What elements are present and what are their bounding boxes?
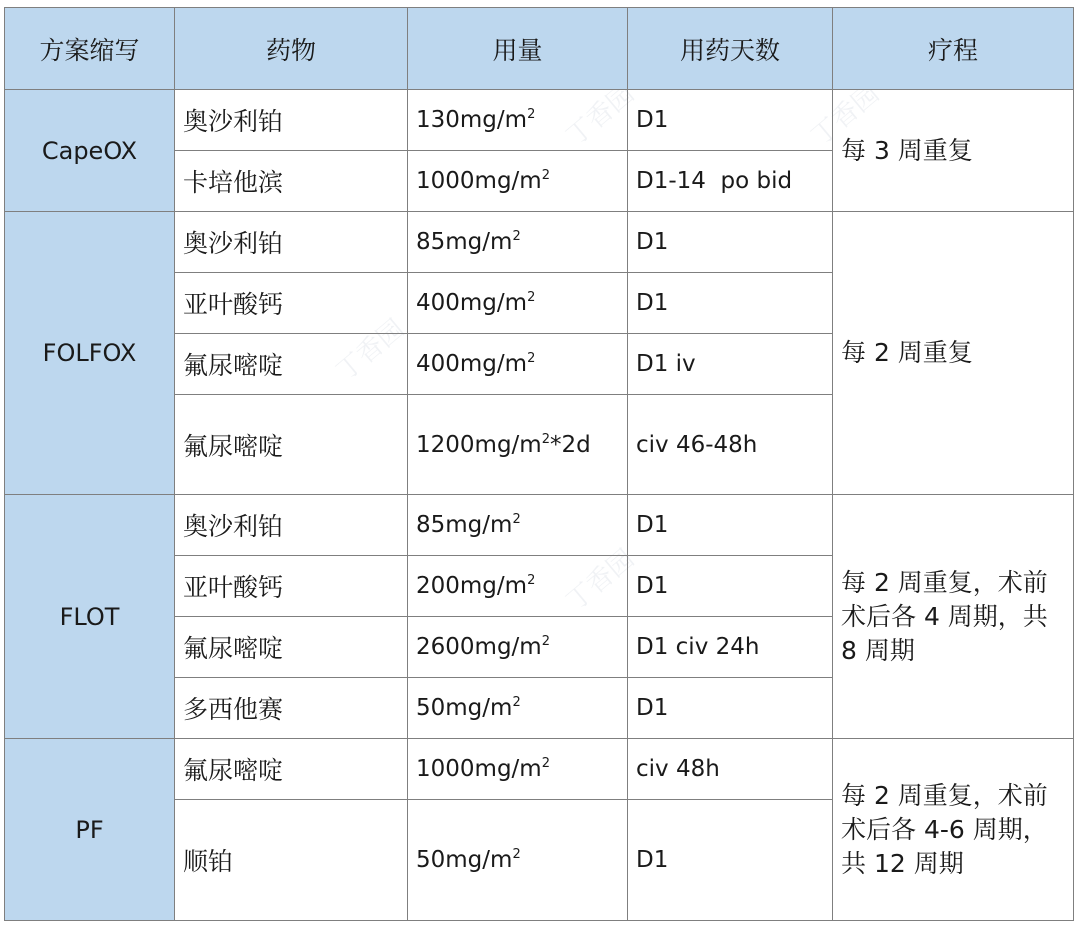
- regimen-abbr: CapeOX: [5, 90, 175, 212]
- dose-exponent: 2: [512, 229, 521, 244]
- days-cell: D1: [628, 800, 833, 921]
- drug-cell: 卡培他滨: [175, 151, 408, 212]
- drug-cell: 多西他赛: [175, 678, 408, 739]
- dose-value: 50mg/m: [416, 847, 513, 873]
- course-cell: 每 2 周重复，术前术后各 4-6 周期，共 12 周期: [833, 739, 1074, 921]
- days-cell: D1: [628, 212, 833, 273]
- dose-cell: [408, 556, 628, 617]
- drug-cell: 顺铂: [175, 800, 408, 921]
- watermark: 丁香园: [561, 543, 641, 617]
- header-drug: 药物: [175, 8, 408, 90]
- dose-value: 400mg/m: [416, 290, 528, 316]
- days-cell: D1 civ 24h: [628, 617, 833, 678]
- dose-suffix: *2d: [549, 431, 591, 458]
- dose-value: 200mg/m: [416, 573, 528, 599]
- watermark: 丁香园: [561, 78, 641, 152]
- table-row: [5, 90, 1074, 151]
- drug-cell: 亚叶酸钙: [175, 556, 408, 617]
- dose-cell: [408, 495, 628, 556]
- dose-value: 2600mg/m: [416, 634, 542, 660]
- header-row: [5, 8, 1074, 90]
- dose-cell: [408, 151, 628, 212]
- dose-cell: [408, 739, 628, 800]
- dose-exponent: 2: [512, 695, 521, 710]
- dose-value: 85mg/m: [416, 512, 513, 538]
- dose-exponent: 2: [541, 756, 550, 771]
- drug-cell: 奥沙利铂: [175, 495, 408, 556]
- watermark: 丁香园: [806, 78, 886, 152]
- days-cell: D1-14 po bid: [628, 151, 833, 212]
- dose-cell: [408, 334, 628, 395]
- table-row: [5, 495, 1074, 556]
- days-cell: D1: [628, 90, 833, 151]
- dose-exponent: 2: [527, 107, 536, 122]
- dose-value: 400mg/m: [416, 351, 528, 377]
- dose-cell: [408, 678, 628, 739]
- days-cell: civ 46-48h: [628, 395, 833, 495]
- drug-cell: 氟尿嘧啶: [175, 334, 408, 395]
- dose-exponent: 2: [541, 634, 550, 649]
- days-cell: D1: [628, 678, 833, 739]
- dose-value: 50mg/m: [416, 695, 513, 721]
- dose-cell: [408, 273, 628, 334]
- dose-exponent: 2: [512, 847, 521, 862]
- drug-cell: 亚叶酸钙: [175, 273, 408, 334]
- dose-exponent: 2: [512, 512, 521, 527]
- header-days: 用药天数: [628, 8, 833, 90]
- regimen-abbr: PF: [5, 739, 175, 921]
- dose-value: 1000mg/m: [416, 168, 542, 194]
- dose-value: 130mg/m: [416, 107, 528, 133]
- course-cell: 每 2 周重复: [833, 212, 1074, 495]
- drug-cell: 奥沙利铂: [175, 212, 408, 273]
- dose-cell: [408, 212, 628, 273]
- days-cell: D1: [628, 556, 833, 617]
- header-abbr: 方案缩写: [5, 8, 175, 90]
- days-cell: D1: [628, 495, 833, 556]
- header-dose: 用量: [408, 8, 628, 90]
- drug-cell: 奥沙利铂: [175, 90, 408, 151]
- regimen-abbr: FOLFOX: [5, 212, 175, 495]
- dose-exponent: 2: [527, 351, 536, 366]
- dose-value: 1000mg/m: [416, 756, 542, 782]
- drug-cell: 氟尿嘧啶: [175, 617, 408, 678]
- dose-exponent: 2: [527, 573, 536, 588]
- dose-exponent: 2: [541, 168, 550, 183]
- dose-value: 85mg/m: [416, 229, 513, 255]
- days-cell: D1: [628, 273, 833, 334]
- watermark: 丁香园: [331, 313, 411, 387]
- course-cell: 每 3 周重复: [833, 90, 1074, 212]
- days-cell: civ 48h: [628, 739, 833, 800]
- dose-cell: [408, 617, 628, 678]
- dose-cell: [408, 800, 628, 921]
- table-row: [5, 212, 1074, 273]
- drug-cell: 氟尿嘧啶: [175, 739, 408, 800]
- drug-cell: 氟尿嘧啶: [175, 395, 408, 495]
- days-cell: D1 iv: [628, 334, 833, 395]
- table-row: [5, 739, 1074, 800]
- dose-cell: [408, 90, 628, 151]
- dose-exponent: 2: [527, 290, 536, 305]
- dose-value: 1200mg/m: [416, 431, 542, 458]
- dose-cell: [408, 395, 628, 495]
- course-cell: 每 2 周重复，术前术后各 4 周期，共 8 周期: [833, 495, 1074, 739]
- regimen-table: [4, 7, 1074, 921]
- dose-exponent: 2: [541, 431, 550, 447]
- regimen-abbr: FLOT: [5, 495, 175, 739]
- header-course: 疗程: [833, 8, 1074, 90]
